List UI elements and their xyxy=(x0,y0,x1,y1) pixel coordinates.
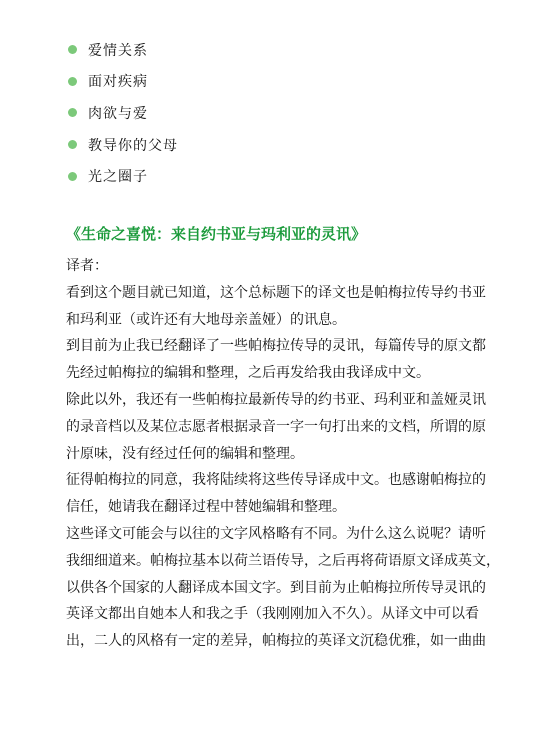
text-line: 先经过帕梅拉的编辑和整理，之后再发给我由我译成中文。 xyxy=(66,365,430,382)
text-line: 以供各个国家的人翻译成本国文字。到目前为止帕梅拉所传导灵讯的 xyxy=(66,579,486,596)
list-item-label: 肉欲与爱 xyxy=(88,105,148,122)
text-line: 和玛利亚（或许还有大地母亲盖娅）的讯息。 xyxy=(66,311,346,328)
list-item-label: 教导你的父母 xyxy=(88,137,178,154)
list-item-label: 爱情关系 xyxy=(88,42,148,59)
bullet-dot-icon xyxy=(68,140,77,149)
text-line: 的录音档以及某位志愿者根据录音一字一句打出来的文档，所谓的原 xyxy=(66,418,486,435)
list-item-label: 光之圈子 xyxy=(88,169,148,186)
list-item xyxy=(68,129,178,161)
body-text xyxy=(66,253,500,655)
text-line: 汁原味，没有经过任何的编辑和整理。 xyxy=(66,445,304,462)
text-line: 看到这个题目就已知道，这个总标题下的译文也是帕梅拉传导约书亚 xyxy=(66,284,486,301)
text-line: 我细细道来。帕梅拉基本以荷兰语传导，之后再将荷语原文译成英文， xyxy=(66,552,500,569)
list-item xyxy=(68,97,178,129)
bullet-dot-icon xyxy=(68,45,77,54)
text-line: 除此以外，我还有一些帕梅拉最新传导的约书亚、玛利亚和盖娅灵讯 xyxy=(66,391,486,408)
text-line: 英译文都出自她本人和我之手（我刚刚加入不久）。从译文中可以看 xyxy=(66,606,479,623)
text-line: 信任，她请我在翻译过程中替她编辑和整理。 xyxy=(66,499,346,516)
section-title: 《生命之喜悦：来自约书亚与玛利亚的灵讯》 xyxy=(66,225,367,243)
text-line: 到目前为止我已经翻译了一些帕梅拉传导的灵讯，每篇传导的原文都 xyxy=(66,338,486,355)
list-item xyxy=(68,66,178,98)
text-line: 征得帕梅拉的同意，我将陆续将这些传导译成中文。也感谢帕梅拉的 xyxy=(66,472,486,489)
text-line: 这些译文可能会与以往的文字风格略有不同。为什么这么说呢？请听 xyxy=(66,525,486,542)
bullet-dot-icon xyxy=(68,77,77,86)
list-item-label: 面对疾病 xyxy=(88,74,148,91)
list-item xyxy=(68,160,178,192)
bullet-dot-icon xyxy=(68,172,77,181)
text-line: 出，二人的风格有一定的差异，帕梅拉的英译文沉稳优雅，如一曲曲 xyxy=(66,633,486,650)
translator-label: 译者： xyxy=(66,258,108,274)
bullet-list xyxy=(68,34,178,192)
list-item xyxy=(68,34,178,66)
bullet-dot-icon xyxy=(68,108,77,117)
